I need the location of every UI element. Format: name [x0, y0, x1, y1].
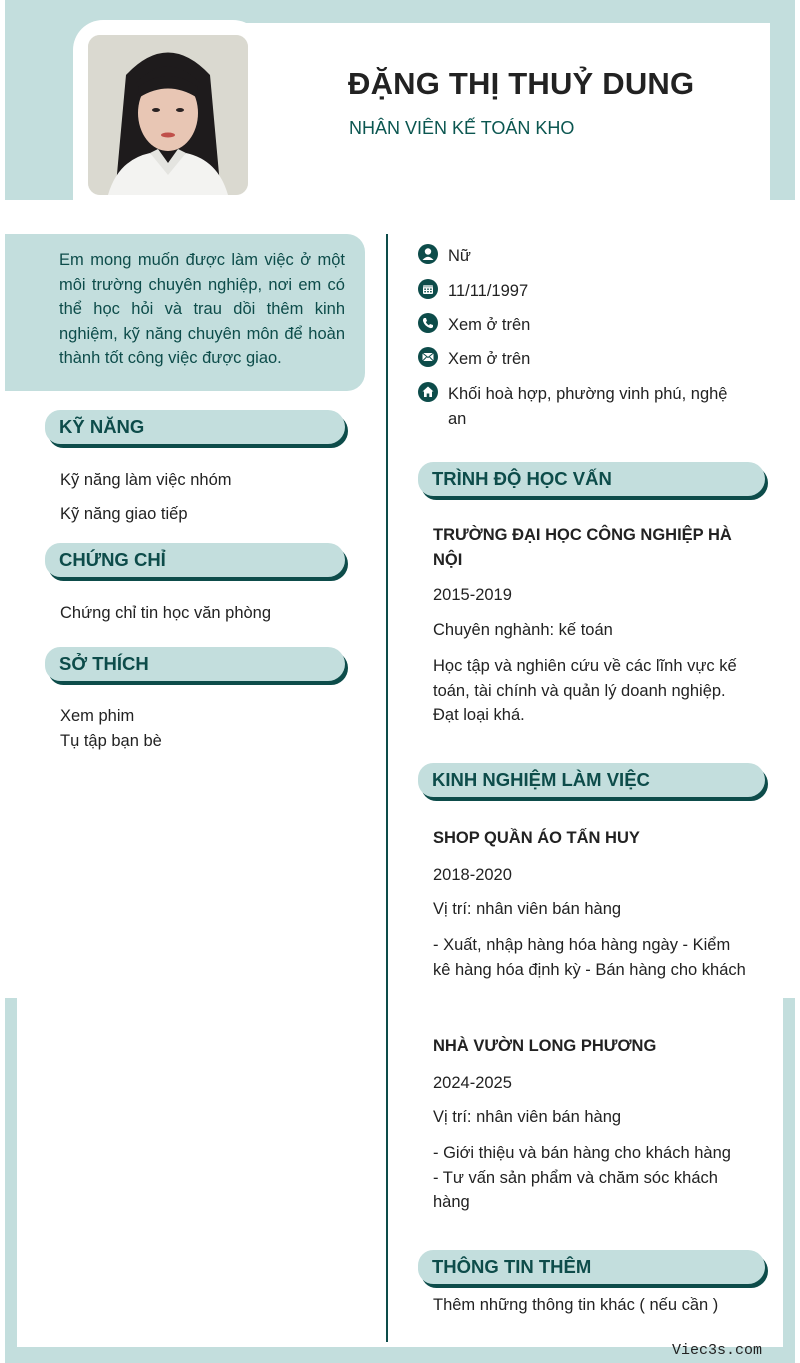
- job-description-line: - Giới thiệu và bán hàng cho khách hàng: [433, 1144, 731, 1162]
- hobby-item: Xem phim: [60, 707, 135, 725]
- right-frame-strip: [783, 998, 795, 1363]
- school-name: TRƯỜNG ĐẠI HỌC CÔNG NGHIỆP HÀ NỘI: [433, 526, 732, 569]
- skill-item: Kỹ năng giao tiếp: [60, 505, 188, 523]
- contact-address: [418, 382, 748, 432]
- envelope-icon: [418, 347, 438, 367]
- column-divider: [386, 234, 388, 1342]
- skill-item: Kỹ năng làm việc nhóm: [60, 471, 232, 489]
- section-title: KỸ NĂNG: [59, 416, 145, 437]
- phone-icon: [418, 313, 438, 333]
- contact-birthday: [418, 279, 748, 304]
- home-icon: [418, 382, 438, 402]
- education-description: Học tập và nghiên cứu về các lĩnh vực kế toán, tài chính và quản lý doanh nghiệp. Đạt loại khá.: [433, 657, 737, 725]
- section-header-skills: [45, 410, 345, 444]
- job-company: NHÀ VƯỜN LONG PHƯƠNG: [433, 1037, 657, 1055]
- job-position: Vị trí: nhân viên bán hàng: [433, 900, 622, 918]
- left-frame-strip: [5, 998, 17, 1363]
- education-major: Chuyên nghành: kế toán: [433, 621, 613, 639]
- job-description-line: - Tư vấn sản phẩm và chăm sóc khách hàng: [433, 1168, 718, 1212]
- profile-photo: [88, 35, 248, 195]
- birthday-value: 11/11/1997: [448, 282, 529, 300]
- job-period: 2024-2025: [433, 1074, 512, 1092]
- extra-info-text: Thêm những thông tin khác ( nếu cần ): [433, 1296, 719, 1314]
- job-title: NHÂN VIÊN KẾ TOÁN KHO: [349, 118, 575, 138]
- job-description: [433, 1141, 753, 1215]
- section-header-certificates: [45, 543, 345, 577]
- section-title: SỞ THÍCH: [59, 653, 149, 674]
- section-header-extra: [418, 1250, 765, 1284]
- phone-value: Xem ở trên: [448, 316, 531, 334]
- candidate-name: ĐẶNG THỊ THUỶ DUNG: [348, 66, 695, 101]
- section-title: TRÌNH ĐỘ HỌC VẤN: [432, 468, 612, 489]
- job-description: - Xuất, nhập hàng hóa hàng ngày - Kiểm kê hàng hóa định kỳ - Bán hàng cho khách: [433, 936, 746, 979]
- contact-email: [418, 347, 748, 372]
- email-value: Xem ở trên: [448, 350, 531, 368]
- section-header-hobbies: [45, 647, 345, 681]
- calendar-icon: [418, 279, 438, 299]
- career-objective: Em mong muốn được làm việc ở một môi trường chuyên nghiệp, nơi em có thể học hỏi và trau dồi thêm kinh nghiệm, kỹ năng chuyên môn để hoàn thành tốt công việc được giao.: [59, 251, 345, 368]
- header-white-panel: [240, 23, 770, 200]
- section-header-education: [418, 462, 765, 496]
- portrait-illustration: [88, 35, 248, 195]
- user-icon: [418, 244, 438, 264]
- address-value: Khối hoà hợp, phường vinh phú, nghệ an: [448, 385, 728, 428]
- education-period: 2015-2019: [433, 586, 512, 604]
- job-company: SHOP QUẦN ÁO TẤN HUY: [433, 829, 640, 847]
- job-period: 2018-2020: [433, 866, 512, 884]
- section-title: THÔNG TIN THÊM: [432, 1256, 592, 1277]
- hobby-item: Tụ tập bạn bè: [60, 732, 162, 750]
- contact-gender: [418, 244, 748, 269]
- job-position: Vị trí: nhân viên bán hàng: [433, 1108, 622, 1126]
- corner-decoration: [5, 150, 75, 201]
- watermark: Viec3s.com: [672, 1342, 763, 1359]
- certificate-item: Chứng chỉ tin học văn phòng: [60, 604, 272, 622]
- section-title: KINH NGHIỆM LÀM VIỆC: [432, 769, 650, 790]
- gender-value: Nữ: [448, 247, 471, 265]
- section-header-experience: [418, 763, 765, 797]
- contact-phone: [418, 313, 748, 338]
- section-title: CHỨNG CHỈ: [59, 549, 166, 570]
